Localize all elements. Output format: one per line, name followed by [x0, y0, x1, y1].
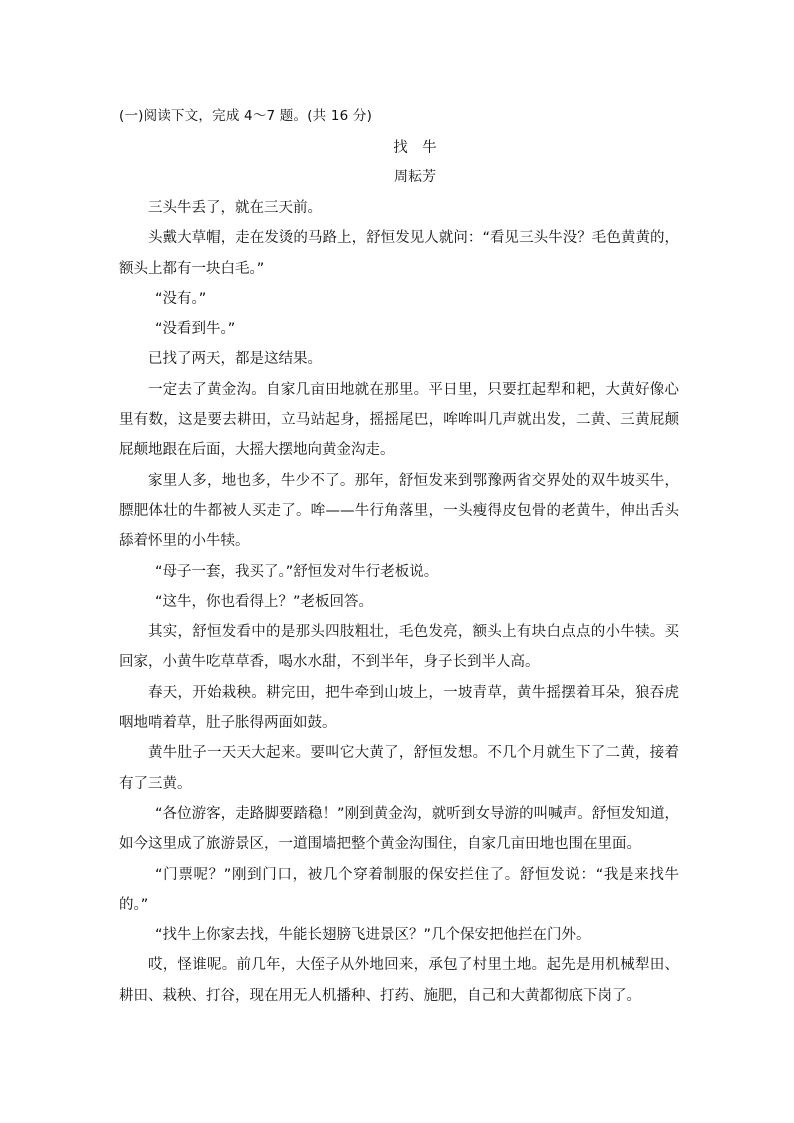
article-author: 周耘芳: [394, 169, 436, 185]
paragraph: 其实，舒恒发看中的是那头四肢粗壮，毛色发亮，额头上有块白点点的小牛犊。买回家，小黄牛吃草草香，喝水水甜，不到半年，身子长到半人高。: [119, 624, 679, 671]
paragraph: 黄牛肚子一天天大起来。要叫它大黄了，舒恒发想。不几个月就生下了二黄，接着有了三黄。: [119, 745, 679, 792]
paragraph: “门票呢？”刚到门口，被几个穿着制服的保安拦住了。舒恒发说：“我是来找牛的。”: [119, 866, 679, 913]
paragraph: “这牛，你也看得上？”老板回答。: [155, 593, 374, 610]
paragraph: “母子一套，我买了。”舒恒发对牛行老板说。: [155, 563, 439, 580]
article-title: 找 牛: [393, 140, 437, 156]
paragraph: 头戴大草帽，走在发烫的马路上，舒恒发见人就问：“看见三头牛没？毛色黄黄的，额头上都有一块白毛。”: [119, 230, 679, 277]
paragraph: 已找了两天，都是这结果。: [148, 351, 322, 368]
paragraph: 哎，怪谁呢。前几年，大侄子从外地回来，承包了村里土地。起先是用机械犁田、耕田、栽秧、打谷，现在用无人机播种、打药、施肥，自己和大黄都彻底下岗了。: [119, 957, 679, 1004]
paragraph: “各位游客，走路脚要踏稳！”刚到黄金沟，就听到女导游的叫喊声。舒恒发知道，如今这里成了旅游景区，一道围墙把整个黄金沟围住，自家几亩田地也围在里面。: [119, 805, 679, 853]
paragraph: “没看到牛。”: [155, 321, 236, 338]
paragraph: 家里人多，地也多，牛少不了。那年，舒恒发来到鄂豫两省交界处的双牛坡买牛，膘肥体壮的牛都被人买走了。哞——牛行角落里，一头瘦得皮包骨的老黄牛，伸出舌头舔着怀里的小牛犊。: [119, 472, 679, 550]
paragraph: “没有。”: [155, 290, 207, 307]
question-header: (一)阅读下文，完成 4～7 题。(共 16 分): [119, 108, 373, 124]
paragraph: 春天，开始栽秧。耕完田，把牛牵到山坡上，一坡青草，黄牛摇摆着耳朵，狼吞虎咽地啃着草，肚子胀得两面如鼓。: [119, 684, 679, 732]
paragraph: “找牛上你家去找，牛能长翅膀飞进景区？”几个保安把他拦在门外。: [155, 927, 591, 944]
article-body: [119, 193, 679, 1011]
paragraph: 一定去了黄金沟。自家几亩田地就在那里。平日里，只要扛起犁和耙，大黄好像心里有数，这是要去耕田，立马站起身，摇摇尾巴，哞哞叫几声就出发，二黄、三黄屁颠屁颠地跟在后面，大摇大摆地向黄金沟走。: [119, 381, 679, 459]
paragraph: 三头牛丢了，就在三天前。: [148, 200, 322, 216]
